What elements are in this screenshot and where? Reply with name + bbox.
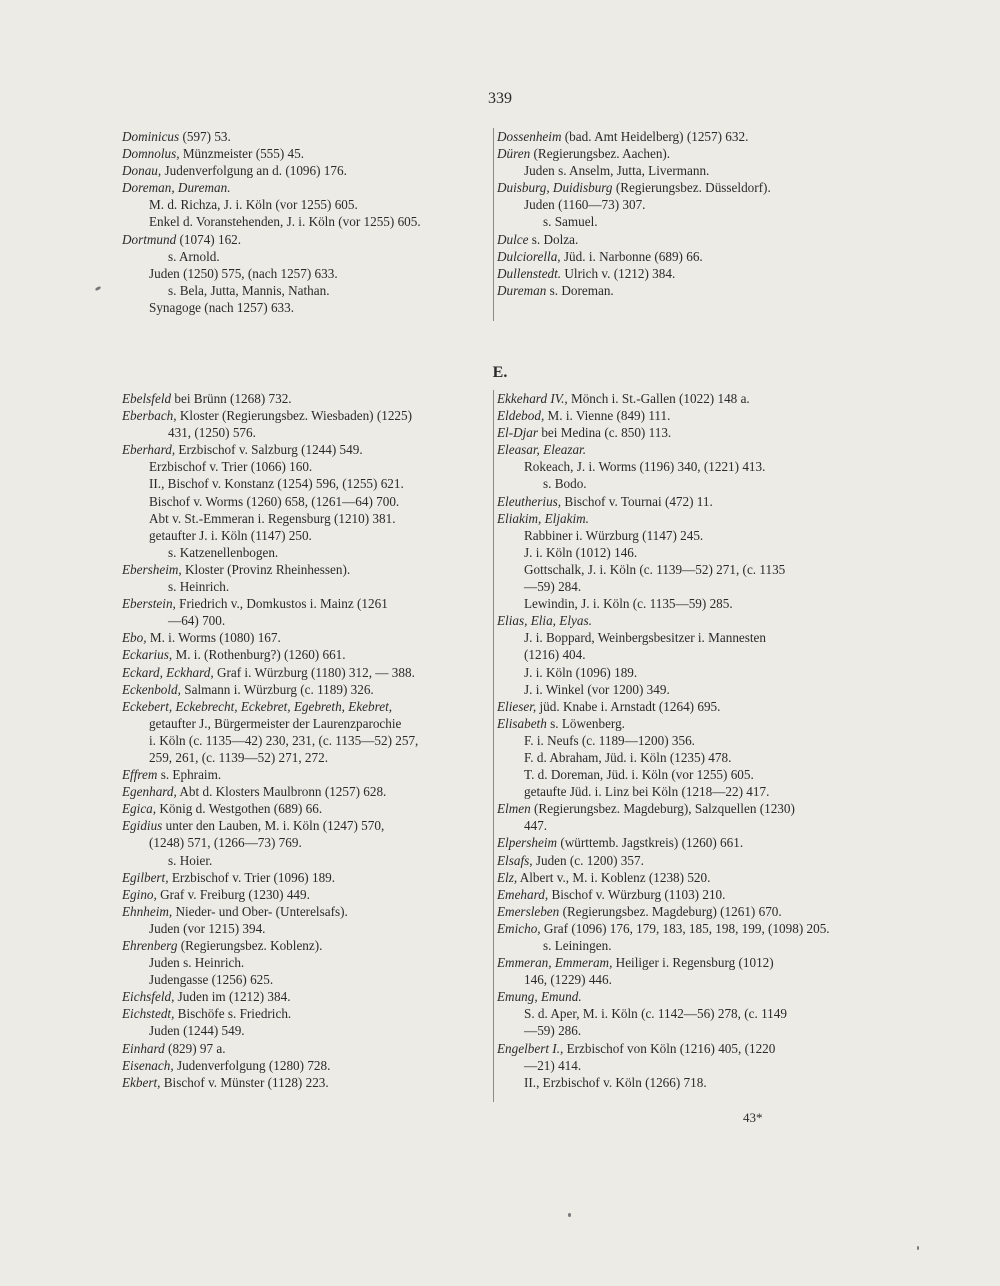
index-entry-line bbox=[122, 196, 480, 213]
index-entry-line bbox=[497, 920, 830, 937]
index-entry-line bbox=[122, 937, 484, 954]
entry-text: —21) 414. bbox=[524, 1057, 582, 1073]
index-entry-line bbox=[497, 231, 827, 248]
entry-keyword: Egenhard, bbox=[122, 784, 177, 800]
entry-keyword: Egica, bbox=[122, 801, 157, 817]
entry-keyword: Eleasar, Eleazar. bbox=[497, 442, 587, 458]
index-entry-line bbox=[122, 766, 484, 783]
index-entry-line bbox=[497, 424, 827, 441]
index-entry-line bbox=[122, 145, 480, 162]
index-entry-line bbox=[122, 629, 484, 646]
index-entry-line bbox=[497, 903, 827, 920]
entry-text: Juden s. Anselm, Jutta, Livermann. bbox=[524, 163, 710, 179]
index-entry-line bbox=[122, 783, 484, 800]
entry-text: J. i. Boppard, Weinbergsbesitzer i. Mannesten bbox=[524, 630, 767, 646]
entry-text: s. Dolza. bbox=[528, 231, 579, 247]
index-entry-line bbox=[497, 407, 827, 424]
entry-keyword: Duisburg, Duidisburg bbox=[497, 180, 613, 196]
index-entry-line bbox=[497, 937, 827, 954]
entry-text: (1074) 162. bbox=[176, 231, 242, 247]
entry-text: Erzbischof von Köln (1216) 405, (1220 bbox=[563, 1040, 776, 1056]
index-entry-line bbox=[122, 869, 484, 886]
entry-text: Juden (1244) 549. bbox=[149, 1023, 245, 1039]
entry-keyword: Elpersheim bbox=[497, 835, 558, 851]
entry-text: s. Doreman. bbox=[546, 282, 614, 298]
index-column-bottom-right bbox=[493, 390, 830, 1102]
entry-text: unter den Lauben, M. i. Köln (1247) 570, bbox=[162, 818, 385, 834]
index-entry-line bbox=[122, 971, 484, 988]
entry-text: getaufter J. i. Köln (1147) 250. bbox=[149, 527, 312, 543]
index-entry-line bbox=[122, 1040, 484, 1057]
index-entry-line bbox=[122, 612, 484, 629]
index-entry-line bbox=[122, 1074, 484, 1091]
entry-text: M. i. Worms (1080) 167. bbox=[146, 630, 281, 646]
index-entry-line bbox=[497, 886, 827, 903]
entry-keyword: Ebersheim, bbox=[122, 561, 182, 577]
entry-text: Judenverfolgung an d. (1096) 176. bbox=[161, 163, 347, 179]
entry-keyword: Ekkehard IV., bbox=[497, 391, 568, 406]
entry-text: II., Bischof v. Konstanz (1254) 596, (1255) 621. bbox=[149, 476, 404, 492]
index-entry-line bbox=[122, 1022, 484, 1039]
index-entry-line bbox=[497, 145, 827, 162]
entry-keyword: Eckard, Eckhard, bbox=[122, 664, 214, 680]
entry-keyword: Elieser, bbox=[497, 698, 537, 714]
entry-keyword: Einhard bbox=[122, 1040, 165, 1056]
entry-text: (Regierungsbez. Koblenz). bbox=[177, 938, 323, 953]
index-entry-line bbox=[122, 407, 484, 424]
entry-text: 146, (1229) 446. bbox=[524, 972, 612, 988]
index-entry-line bbox=[497, 749, 827, 766]
entry-text: 259, 261, (c. 1139—52) 271, 272. bbox=[149, 749, 328, 765]
index-entry-line bbox=[497, 869, 827, 886]
index-entry-line bbox=[122, 179, 480, 196]
index-entry-line bbox=[497, 646, 827, 663]
entry-text: bei Medina (c. 850) 113. bbox=[538, 425, 672, 441]
entry-keyword: Doreman, Dureman. bbox=[122, 180, 231, 196]
entry-text: J. i. Köln (1012) 146. bbox=[524, 544, 638, 560]
entry-text: T. d. Doreman, Jüd. i. Köln (vor 1255) 605. bbox=[524, 767, 754, 783]
entry-keyword: Dullenstedt. bbox=[497, 265, 562, 281]
entry-keyword: Ebelsfeld bbox=[122, 391, 172, 406]
index-entry-line bbox=[122, 544, 484, 561]
entry-keyword: Emmeran, Emmeram, bbox=[497, 955, 613, 971]
index-entry-line bbox=[497, 458, 827, 475]
entry-keyword: Emicho, bbox=[497, 920, 541, 936]
entry-keyword: Elsafs, bbox=[497, 852, 533, 868]
index-entry-line bbox=[122, 510, 484, 527]
entry-text: F. i. Neufs (c. 1189—1200) 356. bbox=[524, 732, 695, 748]
entry-text: Bischof v. Tournai (472) 11. bbox=[561, 493, 713, 509]
index-entry-line bbox=[122, 282, 480, 299]
entry-text: bei Brünn (1268) 732. bbox=[171, 391, 292, 406]
entry-keyword: Eckebert, Eckebrecht, Eckebret, Egebreth, Ekebret, bbox=[122, 698, 393, 714]
index-entry-line bbox=[122, 664, 484, 681]
entry-keyword: Egidius bbox=[122, 818, 163, 834]
entry-text: s. Katzenellenbogen. bbox=[168, 544, 279, 560]
entry-keyword: Eldebod, bbox=[497, 408, 545, 424]
page-number: 339 bbox=[488, 90, 512, 107]
entry-text: Rabbiner i. Würzburg (1147) 245. bbox=[524, 527, 704, 543]
entry-text: —64) 700. bbox=[168, 613, 226, 629]
index-entry-line bbox=[122, 988, 484, 1005]
index-entry-line bbox=[122, 458, 484, 475]
index-entry-line bbox=[122, 475, 484, 492]
entry-text: Bischof v. Würzburg (1103) 210. bbox=[548, 886, 726, 902]
entry-text: (Regierungsbez. Magdeburg), Salzquellen (1230) bbox=[530, 801, 795, 817]
index-entry-line bbox=[122, 162, 480, 179]
section-heading: E. bbox=[492, 364, 508, 381]
entry-text: Juden im (1212) 384. bbox=[174, 989, 291, 1005]
entry-text: —59) 286. bbox=[524, 1023, 582, 1039]
entry-text: s. Leiningen. bbox=[543, 938, 612, 953]
entry-text: Juden s. Heinrich. bbox=[149, 955, 245, 971]
entry-keyword: Dominicus bbox=[122, 129, 180, 144]
entry-text: Jüd. i. Narbonne (689) 66. bbox=[560, 248, 703, 264]
index-entry-line bbox=[122, 248, 480, 265]
ink-speck bbox=[568, 1213, 571, 1217]
entry-keyword: Eckarius, bbox=[122, 647, 173, 663]
entry-keyword: Eisenach, bbox=[122, 1057, 174, 1073]
index-entry-line bbox=[497, 664, 827, 681]
entry-keyword: Eberstein, bbox=[122, 596, 176, 612]
entry-keyword: Elmen bbox=[497, 801, 531, 817]
entry-text: Erzbischof v. Trier (1066) 160. bbox=[149, 459, 313, 475]
entry-text: Abt d. Klosters Maulbronn (1257) 628. bbox=[176, 784, 387, 800]
entry-keyword: Ehrenberg bbox=[122, 938, 178, 953]
entry-keyword: Eberhard, bbox=[122, 442, 176, 458]
entry-keyword: Ekbert, bbox=[122, 1074, 161, 1090]
entry-text: (württemb. Jagstkreis) (1260) 661. bbox=[557, 835, 744, 851]
entry-text: F. d. Abraham, Jüd. i. Köln (1235) 478. bbox=[524, 749, 732, 765]
entry-text: Kloster (Regierungsbez. Wiesbaden) (1225) bbox=[176, 408, 413, 424]
index-entry-line bbox=[122, 493, 484, 510]
entry-keyword: Emersleben bbox=[497, 903, 560, 919]
entry-text: II., Erzbischof v. Köln (1266) 718. bbox=[524, 1074, 707, 1090]
entry-text: S. d. Aper, M. i. Köln (c. 1142—56) 278, (c. 1149 bbox=[524, 1006, 787, 1022]
entry-text: Albert v., M. i. Koblenz (1238) 520. bbox=[517, 869, 711, 885]
index-entry-line bbox=[122, 817, 484, 834]
index-entry-line bbox=[497, 800, 827, 817]
entry-text: Gottschalk, J. i. Köln (c. 1139—52) 271, (c. 1135 bbox=[524, 561, 786, 577]
entry-keyword: Eberbach, bbox=[122, 408, 177, 424]
entry-text: Friedrich v., Domkustos i. Mainz (1261 bbox=[175, 596, 388, 612]
entry-text: Graf i. Würzburg (1180) 312, — 388. bbox=[213, 664, 415, 680]
entry-text: König d. Westgothen (689) 66. bbox=[156, 801, 323, 817]
entry-text: Bischof v. Münster (1128) 223. bbox=[160, 1074, 329, 1090]
entry-text: getaufter J., Bürgermeister der Laurenzparochie bbox=[149, 715, 402, 731]
entry-keyword: Dureman bbox=[497, 282, 547, 298]
entry-text: Salmann i. Würzburg (c. 1189) 326. bbox=[180, 681, 374, 697]
entry-text: i. Köln (c. 1135—42) 230, 231, (c. 1135—52) 257, bbox=[149, 732, 419, 748]
entry-text: Lewindin, J. i. Köln (c. 1135—59) 285. bbox=[524, 596, 733, 612]
entry-text: Juden (vor 1215) 394. bbox=[149, 920, 266, 936]
index-entry-line bbox=[122, 561, 484, 578]
signature-mark: 43* bbox=[743, 1110, 763, 1125]
index-entry-line bbox=[122, 852, 484, 869]
index-entry-line bbox=[497, 834, 827, 851]
entry-text: Ulrich v. (1212) 384. bbox=[561, 265, 676, 281]
entry-keyword: Effrem bbox=[122, 767, 158, 783]
entry-text: 431, (1250) 576. bbox=[168, 425, 256, 441]
index-column-top-left bbox=[122, 128, 480, 316]
entry-text: jüd. Knabe i. Arnstadt (1264) 695. bbox=[536, 698, 721, 714]
index-entry-line bbox=[497, 196, 827, 213]
index-entry-line bbox=[122, 681, 484, 698]
index-entry-line bbox=[122, 920, 484, 937]
index-entry-line bbox=[122, 578, 484, 595]
entry-keyword: Ebo, bbox=[122, 630, 147, 646]
index-entry-line bbox=[122, 128, 480, 145]
index-entry-line bbox=[497, 766, 827, 783]
index-entry-line bbox=[497, 595, 827, 612]
entry-keyword: El-Djar bbox=[497, 425, 539, 441]
entry-text: (Regierungsbez. Düsseldorf). bbox=[612, 180, 771, 196]
entry-text: M. d. Richza, J. i. Köln (vor 1255) 605. bbox=[149, 197, 358, 213]
entry-text: 447. bbox=[524, 818, 548, 834]
index-entry-line bbox=[122, 834, 484, 851]
index-entry-line bbox=[497, 629, 827, 646]
index-entry-line bbox=[497, 852, 827, 869]
index-entry-line bbox=[122, 299, 480, 316]
entry-keyword: Engelbert I., bbox=[497, 1040, 564, 1056]
index-entry-line bbox=[497, 561, 827, 578]
index-entry-line bbox=[497, 715, 827, 732]
entry-keyword: Elias, Elia, Elyas. bbox=[497, 613, 592, 629]
entry-text: (Regierungsbez. Magdeburg) (1261) 670. bbox=[559, 903, 782, 919]
entry-text: s. Samuel. bbox=[543, 214, 598, 230]
entry-text: (829) 97 a. bbox=[164, 1040, 226, 1056]
entry-keyword: Dortmund bbox=[122, 231, 177, 247]
entry-keyword: Dulce bbox=[497, 231, 529, 247]
entry-keyword: Dulciorella, bbox=[497, 248, 561, 264]
entry-text: Erzbischof v. Salzburg (1244) 549. bbox=[175, 442, 363, 458]
index-entry-line bbox=[497, 441, 827, 458]
entry-text: Nieder- und Ober- (Unterelsafs). bbox=[172, 903, 348, 919]
index-entry-line bbox=[497, 612, 827, 629]
index-entry-line bbox=[122, 646, 484, 663]
entry-text: Enkel d. Voranstehenden, J. i. Köln (vor 1255) 605. bbox=[149, 214, 421, 230]
entry-keyword: Eichstedt, bbox=[122, 1006, 175, 1022]
entry-text: (bad. Amt Heidelberg) (1257) 632. bbox=[561, 129, 749, 144]
entry-text: Rokeach, J. i. Worms (1196) 340, (1221) 413. bbox=[524, 459, 766, 475]
entry-keyword: Egino, bbox=[122, 886, 157, 902]
index-entry-line bbox=[497, 1005, 827, 1022]
entry-text: J. i. Köln (1096) 189. bbox=[524, 664, 638, 680]
index-entry-line bbox=[122, 213, 480, 230]
entry-text: Mönch i. St.-Gallen (1022) 148 a. bbox=[567, 391, 750, 406]
entry-text: s. Bela, Jutta, Mannis, Nathan. bbox=[168, 282, 330, 298]
entry-text: Judengasse (1256) 625. bbox=[149, 972, 274, 988]
entry-keyword: Eliakim, Eljakim. bbox=[497, 510, 589, 526]
index-entry-line bbox=[122, 698, 484, 715]
entry-text: J. i. Winkel (vor 1200) 349. bbox=[524, 681, 670, 697]
index-entry-line bbox=[497, 732, 827, 749]
entry-text: Synagoge (nach 1257) 633. bbox=[149, 299, 295, 315]
entry-keyword: Eichsfeld, bbox=[122, 989, 175, 1005]
entry-text: —59) 284. bbox=[524, 579, 582, 595]
index-entry-line bbox=[497, 817, 827, 834]
entry-text: Kloster (Provinz Rheinhessen). bbox=[181, 561, 351, 577]
entry-keyword: Ehnheim, bbox=[122, 903, 173, 919]
index-entry-line bbox=[497, 493, 827, 510]
index-entry-line bbox=[122, 424, 484, 441]
entry-keyword: Egilbert, bbox=[122, 869, 169, 885]
entry-text: Juden (1160—73) 307. bbox=[524, 197, 646, 213]
entry-text: (Regierungsbez. Aachen). bbox=[530, 146, 671, 162]
entry-keyword: Emung, Emund. bbox=[497, 989, 582, 1005]
index-entry-line bbox=[497, 265, 827, 282]
index-entry-line bbox=[122, 954, 484, 971]
entry-text: (1216) 404. bbox=[524, 647, 586, 663]
entry-text: s. Ephraim. bbox=[157, 767, 222, 783]
entry-keyword: Düren bbox=[497, 146, 531, 162]
index-entry-line bbox=[122, 732, 484, 749]
index-entry-line bbox=[122, 1057, 484, 1074]
entry-text: Heiliger i. Regensburg (1012) bbox=[612, 955, 774, 971]
index-entry-line bbox=[122, 715, 484, 732]
entry-text: s. Löwenberg. bbox=[546, 715, 625, 731]
index-entry-line bbox=[122, 749, 484, 766]
entry-keyword: Domnolus, bbox=[122, 146, 180, 162]
entry-keyword: Donau, bbox=[122, 163, 162, 179]
entry-text: Münzmeister (555) 45. bbox=[179, 146, 305, 162]
ink-speck bbox=[917, 1246, 919, 1250]
entry-text: Judenverfolgung (1280) 728. bbox=[173, 1057, 331, 1073]
entry-text: s. Bodo. bbox=[543, 476, 587, 492]
index-entry-line bbox=[497, 527, 827, 544]
index-entry-line bbox=[497, 1074, 827, 1091]
index-entry-line bbox=[497, 698, 827, 715]
entry-text: M. i. Vienne (849) 111. bbox=[544, 408, 671, 424]
index-entry-line bbox=[497, 544, 827, 561]
index-entry-line bbox=[497, 988, 827, 1005]
index-entry-line bbox=[497, 783, 827, 800]
index-entry-line bbox=[122, 903, 484, 920]
index-entry-line bbox=[122, 441, 484, 458]
index-column-top-right bbox=[493, 128, 827, 321]
index-entry-line bbox=[497, 681, 827, 698]
index-entry-line bbox=[122, 800, 484, 817]
index-entry-line bbox=[497, 128, 827, 145]
entry-text: (1248) 571, (1266—73) 769. bbox=[149, 835, 302, 851]
index-entry-line bbox=[497, 1022, 827, 1039]
entry-text: getaufte Jüd. i. Linz bei Köln (1218—22) 417. bbox=[524, 784, 770, 800]
entry-keyword: Elisabeth bbox=[497, 715, 547, 731]
index-entry-line bbox=[497, 510, 827, 527]
index-entry-line bbox=[122, 231, 480, 248]
index-entry-line bbox=[122, 1005, 484, 1022]
entry-text: Juden (1250) 575, (nach 1257) 633. bbox=[149, 265, 338, 281]
entry-text: Abt v. St.-Emmeran i. Regensburg (1210) 381. bbox=[149, 510, 396, 526]
entry-text: Bischöfe s. Friedrich. bbox=[174, 1006, 292, 1022]
entry-text: s. Arnold. bbox=[168, 248, 220, 264]
index-entry-line bbox=[497, 1040, 827, 1057]
index-entry-line bbox=[497, 282, 827, 299]
entry-text: Graf v. Freiburg (1230) 449. bbox=[156, 886, 310, 902]
entry-text: s. Hoier. bbox=[168, 852, 213, 868]
index-entry-line bbox=[122, 265, 480, 282]
index-entry-line bbox=[497, 179, 827, 196]
index-entry-line bbox=[497, 390, 827, 407]
entry-keyword: Eleutherius, bbox=[497, 493, 562, 509]
index-entry-line bbox=[497, 578, 827, 595]
entry-text: (597) 53. bbox=[179, 129, 231, 144]
entry-keyword: Eckenbold, bbox=[122, 681, 181, 697]
index-entry-line bbox=[122, 390, 484, 407]
entry-keyword: Elz, bbox=[497, 869, 518, 885]
entry-text: Bischof v. Worms (1260) 658, (1261—64) 700. bbox=[149, 493, 400, 509]
index-entry-line bbox=[497, 954, 827, 971]
index-entry-line bbox=[122, 886, 484, 903]
entry-text: Erzbischof v. Trier (1096) 189. bbox=[168, 869, 336, 885]
index-entry-line bbox=[497, 162, 827, 179]
index-entry-line bbox=[497, 1057, 827, 1074]
index-entry-line bbox=[497, 971, 827, 988]
index-entry-line bbox=[497, 475, 827, 492]
entry-keyword: Dossenheim bbox=[497, 129, 562, 144]
entry-text: Graf (1096) 176, 179, 183, 185, 198, 199, (1098) 205. bbox=[540, 920, 830, 936]
index-column-bottom-left bbox=[122, 390, 484, 1091]
entry-text: s. Heinrich. bbox=[168, 579, 230, 595]
entry-text: Juden (c. 1200) 357. bbox=[532, 852, 644, 868]
index-entry-line bbox=[497, 248, 827, 265]
ink-speck bbox=[95, 286, 102, 292]
index-entry-line bbox=[497, 213, 827, 230]
index-entry-line bbox=[122, 595, 484, 612]
entry-keyword: Emehard, bbox=[497, 886, 549, 902]
entry-text: M. i. (Rothenburg?) (1260) 661. bbox=[172, 647, 346, 663]
index-entry-line bbox=[122, 527, 484, 544]
